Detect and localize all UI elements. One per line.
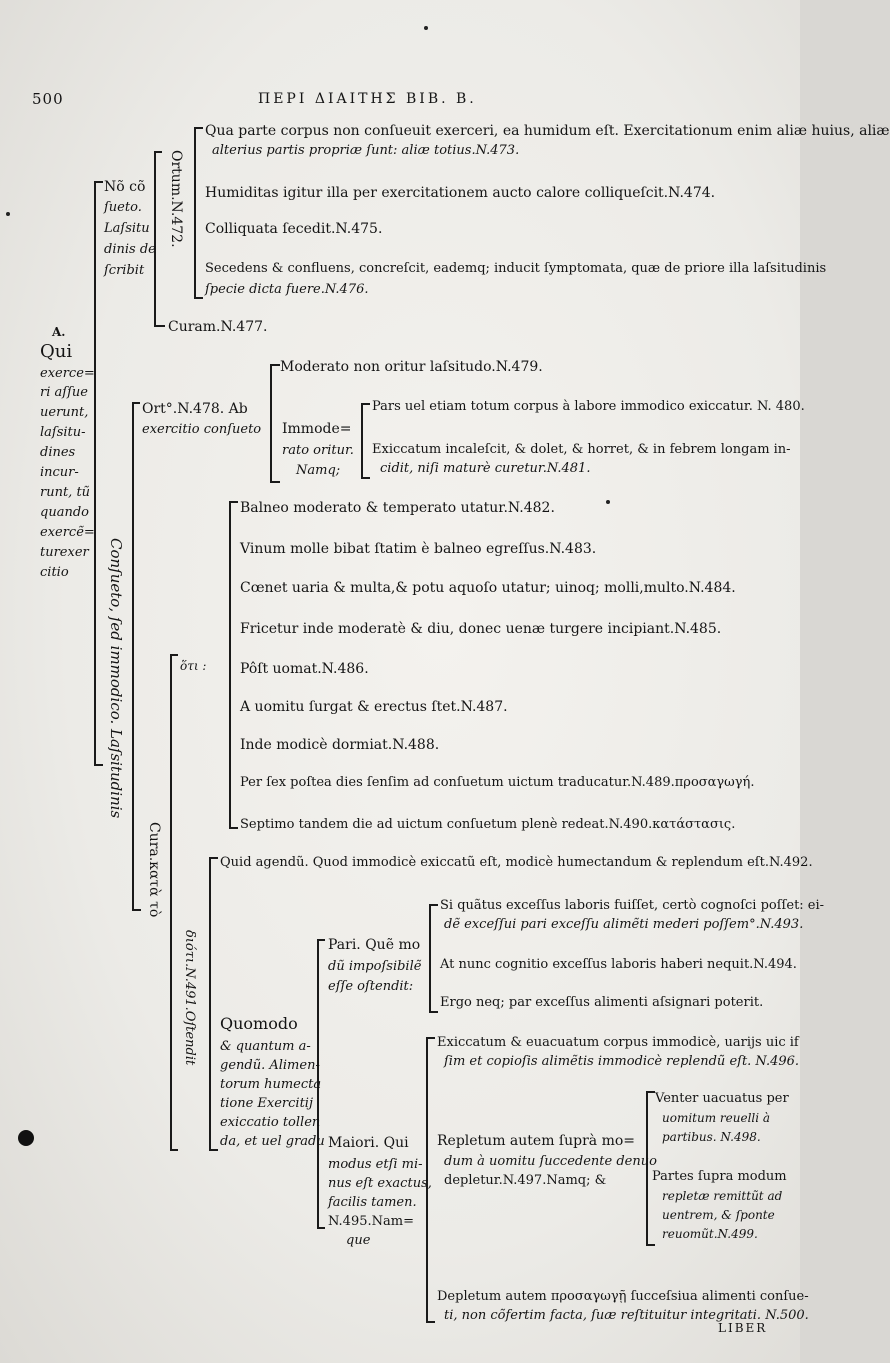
non-consueto-line-3: dinis de <box>104 242 156 257</box>
ink-speck-mid <box>606 500 610 504</box>
non-consueto-item-0-a: Qua parte corpus non conſueuit exerceri, ea humidum eſt. Exercitationum enim aliæ huius, aliæ <box>205 123 890 139</box>
ortus-line-0: Ort°.N.478. Ab <box>142 401 248 417</box>
immoderato-item-1: Exiccatum incaleſcit, & dolet, & horret, & in febrem longam in- <box>372 442 791 457</box>
root-line-1: exerce= <box>40 366 95 381</box>
immoderato-line-1: rato oritur. <box>282 443 354 458</box>
dioti-label: διότι.N.491.Oſtendit <box>182 930 197 1066</box>
root-letter: A. <box>52 325 66 339</box>
cura-item-4: Pôſt uomat.N.486. <box>240 661 369 677</box>
quomodo-line-3: torum humecta <box>220 1077 322 1092</box>
ortus-brace <box>271 365 280 482</box>
cura-item-8: Septimo tandem die ad uictum conſuetum plenè redeat.N.490.κατάστασις. <box>240 817 736 832</box>
depletum-line-0: Depletum autem προσαγωγῇ ſucceſsiua alimenti conſue- <box>437 1289 809 1304</box>
pari-item-2: At nunc cognitio exceſſus laboris haberi nequit.N.494. <box>440 957 797 972</box>
dioti-brace <box>210 858 218 1150</box>
non-consueto-item-1: Humiditas igitur illa per exercitationem aucto calore colliqueſcit.N.474. <box>205 185 716 201</box>
immoderato-item-2: cidit, niſi maturè curetur.N.481. <box>380 461 591 476</box>
pari-line-1: dũ impoſsibilẽ <box>328 959 422 974</box>
hoti-brace <box>230 502 238 828</box>
cura-item-3: Fricetur inde moderatè & diu, donec uenæ turgere incipiant.N.485. <box>240 621 722 637</box>
maiori-line-4: N.495.Nam= <box>328 1214 414 1229</box>
non-consueto-item-3-a: Secedens & confluens, concreſcit, eademq; inducit ſymptomata, quæ de priore illa laſsitudinis <box>205 261 827 276</box>
repletum-line-0: Repletum autem ſuprà mo= <box>437 1133 636 1149</box>
non-consueto-line-1: ſueto. <box>104 200 142 215</box>
consueto-brace <box>133 403 141 910</box>
immoderato-brace <box>362 404 370 478</box>
root-line-4: laſsitu- <box>40 425 86 440</box>
page-number: 500 <box>32 90 64 108</box>
cura-item-7: Per ſex poſtea dies ſenſim ad conſuetum uictum traducatur.N.489.προσαγωγή. <box>240 775 755 790</box>
root-line-10: turexer <box>40 545 89 560</box>
ink-speck <box>424 26 428 30</box>
cura-item-6: Inde modicè dormiat.N.488. <box>240 737 440 753</box>
non-consueto-item-0-b: alterius partis propriæ ſunt: aliæ totius.N.473. <box>212 143 520 158</box>
pari-brace <box>430 905 438 1012</box>
root-line-6: incur- <box>40 465 79 480</box>
pari-item-0: Si quãtus exceſſus laboris fuiſſet, certò cognoſci poſſet: ei- <box>440 898 825 913</box>
quomodo-line-0: Quomodo <box>220 1014 298 1033</box>
root-line-3: uerunt, <box>40 405 89 420</box>
non-consueto-line-4: ſcribit <box>104 263 145 278</box>
non-consueto-item-2: Colliquata ſecedit.N.475. <box>205 221 383 237</box>
quid-agendum: Quid agendũ. Quod immodicè exiccatũ eſt, modicè humectandum & replendum eſt.N.492. <box>220 855 813 870</box>
pari-line-0: Pari. Quẽ mo <box>328 937 421 953</box>
ink-blot <box>18 1130 34 1146</box>
non-consueto-line-2: Laſsitu <box>104 221 150 236</box>
cura-item-2: Cœnet uaria & multa,& potu aquoſo utatur; uinoq; molli,multo.N.484. <box>240 580 736 596</box>
immoderato-line-0: Immode= <box>282 421 352 437</box>
ortum-label: Ortum.N.472. <box>168 150 184 248</box>
root-line-7: runt, tũ <box>40 485 91 500</box>
curam-label: Curam.N.477. <box>168 319 268 335</box>
exiccatum-line-0: Exiccatum & euacuatum corpus immodicè, uarijs uic if <box>437 1035 799 1050</box>
consueto-label: Conſueto, ſed immodico. Laſsitudinis <box>107 538 125 819</box>
quomodo-line-4: tione Exercitij <box>220 1096 313 1111</box>
maiori-line-0: Maiori. Qui <box>328 1135 409 1151</box>
immoderato-item-0: Pars uel etiam totum corpus à labore immodico exiccatur. N. 480. <box>372 399 805 414</box>
partes-line-2: uentrem, & ſponte <box>662 1208 775 1222</box>
hoti-label: ὅτι : <box>180 659 207 673</box>
moderato-text: Moderato non oritur laſsitudo.N.479. <box>280 359 543 375</box>
cura-item-1: Vinum molle bibat ſtatim è balneo egreſſus.N.483. <box>240 541 597 557</box>
immoderato-line-2: Namq; <box>296 463 341 478</box>
repletum-line-2: depletur.N.497.Namq; & <box>444 1173 607 1188</box>
pari-line-2: eſſe oſtendit: <box>328 979 414 994</box>
partes-line-1: repletæ remittũt ad <box>662 1189 783 1203</box>
root-line-5: dines <box>40 445 76 460</box>
repletum-line-1: dum à uomitu ſuccedente denuo <box>444 1154 657 1169</box>
maiori-line-1: modus etſi mi- <box>328 1157 423 1172</box>
quomodo-line-5: exiccatio tollen <box>220 1115 321 1130</box>
maiori-line-3: facilis tamen. <box>328 1195 417 1210</box>
catchword: LIBER <box>718 1321 768 1335</box>
cura-brace <box>171 655 178 1150</box>
running-title: ΠΕΡΙ ΔΙΑΙΤΗΣ ΒΙΒ. Β. <box>258 91 477 107</box>
root-brace <box>95 182 103 765</box>
root-line-0: Qui <box>40 341 73 362</box>
ortum-brace <box>195 128 203 298</box>
ink-speck-left <box>6 212 10 216</box>
root-line-8: quando <box>40 505 89 520</box>
maiori-line-5: que <box>346 1233 371 1248</box>
pari-item-3: Ergo neq; par exceſſus alimenti aſsignari poterit. <box>440 995 764 1010</box>
cura-item-0: Balneo moderato & temperato utatur.N.482. <box>240 500 555 516</box>
non-consueto-brace <box>155 152 165 326</box>
partes-line-0: Partes ſupra modum <box>652 1169 787 1184</box>
partes-line-3: reuomũt.N.499. <box>662 1227 758 1241</box>
venter-line-0: Venter uacuatus per <box>655 1091 789 1106</box>
cura-label: Cura.κατὰ τὸ <box>146 822 162 918</box>
depletum-line-1: ti, non cõfertim facta, ſuæ reſtituitur integritati. N.500. <box>444 1308 809 1323</box>
quomodo-line-1: & quantum a- <box>220 1039 311 1054</box>
non-consueto-line-0: Nõ cõ <box>104 179 146 195</box>
root-line-11: citio <box>40 565 69 580</box>
non-consueto-item-3-b: ſpecie dicta fuere.N.476. <box>205 282 369 297</box>
venter-line-2: partibus. N.498. <box>662 1130 761 1144</box>
maiori-line-2: nus eſt exactus, <box>328 1176 432 1191</box>
cura-item-5: A uomitu ſurgat & erectus ſtet.N.487. <box>240 699 508 715</box>
root-line-2: ri aſſue <box>40 385 88 400</box>
venter-line-1: uomitum reuelli à <box>662 1111 771 1125</box>
exiccatum-line-1: ſim et copioſis alimẽtis immodicè replendũ eſt. N.496. <box>444 1054 800 1069</box>
quomodo-line-6: da, et uel gradu <box>220 1134 325 1149</box>
root-line-9: exercẽ= <box>40 525 95 540</box>
ortus-line-1: exercitio conſueto <box>142 422 262 437</box>
quomodo-line-2: gendũ. Alimen- <box>220 1058 320 1073</box>
pari-item-1: dẽ exceſſui pari exceſſu alimẽti mederi poſſem°.N.493. <box>444 917 804 932</box>
